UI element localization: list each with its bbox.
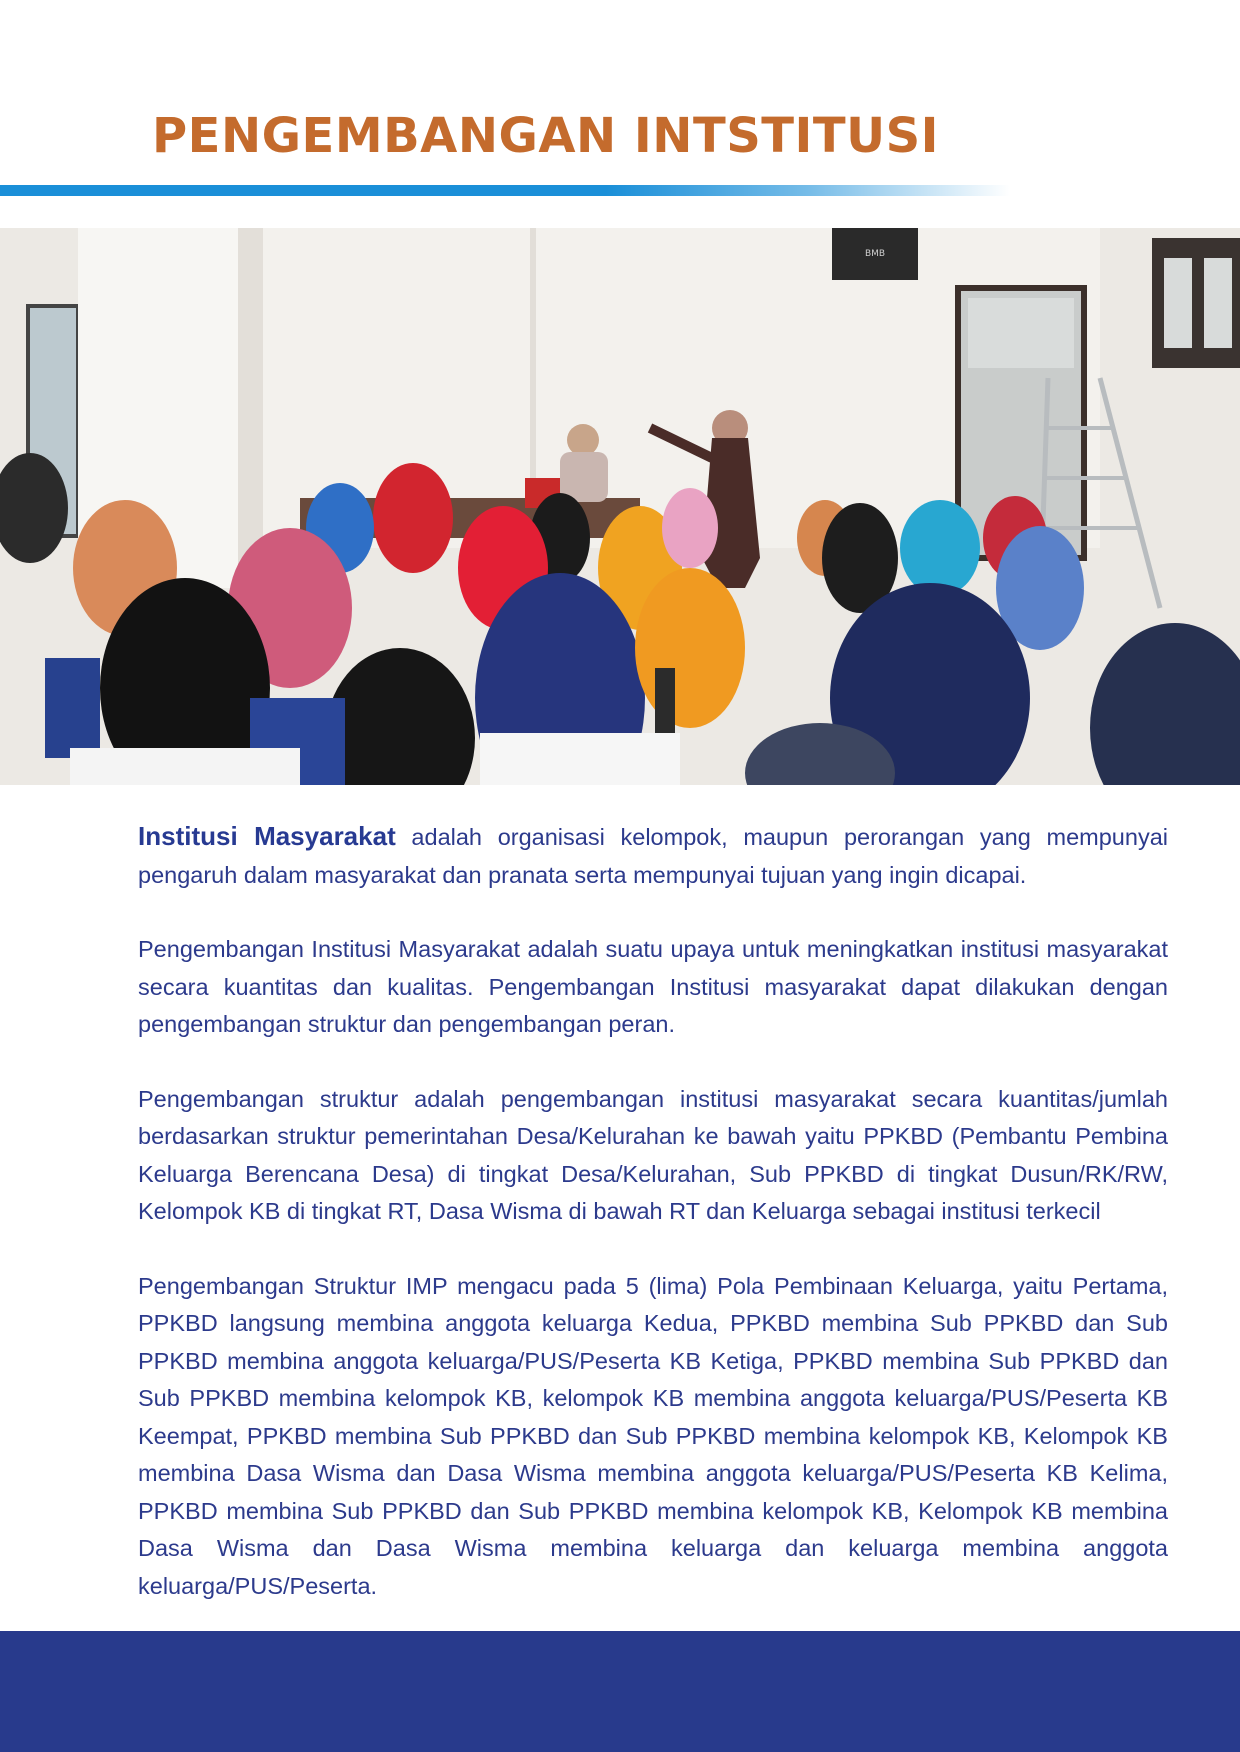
speaker-brand-label: BMB — [864, 249, 886, 259]
paragraph-structure: Pengembangan struktur adalah pengembangan institusi masyarakat secara kuantitas/jumlah berdasarkan struktur pemerintahan Desa/Kelurahan ke bawah yaitu PPKBD (Pembantu Pembina Keluarga Berencana Desa) di tingkat Desa/Kelurahan, Sub PPKBD di tingkat Dusun/RK/RW, Kelompok KB di tingkat RT, Dasa Wisma di bawah RT dan Keluarga sebagai institusi terkecil — [138, 1085, 1168, 1224]
body-text — [138, 818, 1168, 1642]
footer-band — [0, 1631, 1240, 1752]
meeting-photo — [0, 228, 1240, 785]
page-title: PENGEMBANGAN INTSTITUSI — [152, 108, 940, 164]
paragraph-development: Pengembangan Institusi Masyarakat adalah suatu upaya untuk meningkatkan institusi masyarakat secara kuantitas dan kualitas. Pengembangan Institusi masyarakat dapat dilakukan dengan pengembangan struktur dan pengembangan peran. — [138, 936, 1168, 1037]
paragraph-patterns: Pengembangan Struktur IMP mengacu pada 5 (lima) Pola Pembinaan Keluarga, yaitu Pertama, PPKBD langsung membina anggota keluarga Kedua, PPKBD membina Sub PPKBD dan Sub PPKBD membina anggota keluarga/PUS/Peserta KB Ketiga, PPKBD membina Sub PPKBD dan Sub PPKBD membina kelompok KB, kelompok KB membina anggota keluarga/PUS/Peserta KB Keempat, PPKBD membina Sub PPKBD dan Sub PPKBD membina kelompok KB, Kelompok KB membina Dasa Wisma dan Dasa Wisma membina anggota keluarga/PUS/Peserta KB Kelima, PPKBD membina Sub PPKBD dan Sub PPKBD membina kelompok KB, Kelompok KB membina Dasa Wisma dan Dasa Wisma membina keluarga dan keluarga membina anggota keluarga/PUS/Peserta. — [138, 1272, 1168, 1599]
paragraph-definition-text: adalah organisasi kelompok, maupun perorangan yang mempunyai pengaruh dalam masyarakat dan pranata serta mempunyai tujuan yang ingin dicapai. — [138, 824, 1168, 888]
lead-term: Institusi Masyarakat — [138, 821, 396, 851]
title-divider — [0, 185, 1010, 196]
paragraph-definition — [138, 818, 1168, 894]
